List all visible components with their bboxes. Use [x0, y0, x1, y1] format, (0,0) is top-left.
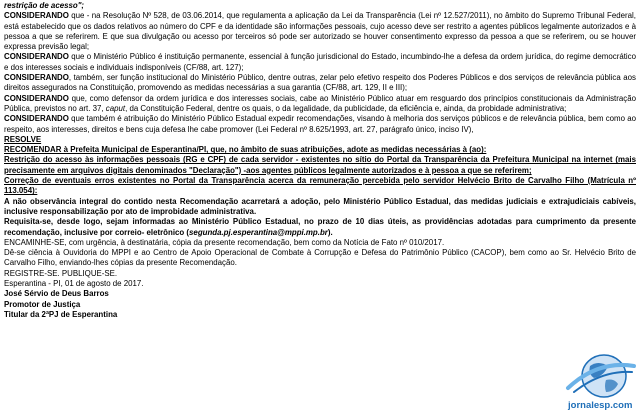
paragraph-considerando-5: CONSIDERANDO que também é atribuição do Ministério Público Estadual expedir recomendações, visando à melhoria dos serviços públicos e de relevância pública, bem como ao respeito, aos interesses, direitos e bens cuja defesa lhe cabe promover (Lei Federal nº 8.625/1993, art. 27, parágrafo único, inciso IV),	[4, 114, 636, 134]
place-date: Esperantina - PI, 01 de agosto de 2017.	[4, 279, 144, 289]
signature-block	[4, 269, 636, 320]
watermark-text: jornalesp.com	[568, 400, 633, 411]
paragraph-considerando-2: CONSIDERANDO que o Ministério Público é instituição permanente, essencial à função jurisdicional do Estado, incumbindo-lhe a defesa da ordem jurídica, do regime democrático e dos interesses sociais e individuais indisponíveis (CF/88, art. 127);	[4, 52, 636, 72]
recomendar-heading: RECOMENDAR à Prefeita Municipal de Esperantina/PI, que, no âmbito de suas atribuições, adote as medidas necessárias à (ao):	[4, 145, 487, 155]
signer-office: Titular da 2ªPJ de Esperantina	[4, 309, 118, 319]
observance-warning: A não observância integral do contido nesta Recomendação acarretará a adoção, pelo Ministério Público Estadual, das medidas judiciais e extrajudiciais cabíveis, inclusive responsabilização por ato de improbidade administrativa.	[4, 196, 636, 216]
resolve-heading: RESOLVE	[4, 134, 42, 144]
paragraph-considerando-3: CONSIDERANDO, também, ser função institucional do Ministério Público, dentre outras, zelar pelo efetivo respeito dos Poderes Públicos e dos serviços de relevância pública aos direitos assegurados na Constituição, promovendo as medidas necessárias a sua garantia (CF/88, art. 129, II e III);	[4, 73, 636, 93]
paragraph-considerando-1: CONSIDERANDO que - na Resolução Nº 528, de 03.06.2014, que regulamenta a aplicação da Lei da Transparência (Lei nº 12.527/2011), no âmbito do Supremo Tribunal Federal, está estabelecido que os dados relativos ao número do CPF e da identidade são informações pessoais, cujo acesso deve ser restrito a agentes públicos legalmente autorizados e à pessoa a que se referirem. E que sua divulgação ou acesso por terceiros só pode ser autorizado se houver consentimento expresso da pessoa a que se referirem, ou se houver expressa previsão legal;	[4, 11, 636, 52]
registre-line: REGISTRE-SE. PUBLIQUE-SE.	[4, 268, 118, 278]
paragraph-considerando-4: CONSIDERANDO que, como defensor da ordem jurídica e dos interesses sociais, cabe ao Ministério Público atuar em resguardo dos princípios constitucionais da Administração Pública, previstos no art. 37, caput, da Constituição Federal, dentre os quais, o da legalidade, da publicidade, da eficiência e, ainda, da probidade administrativa;	[4, 93, 636, 113]
recommendation-item-2: Correção de eventuais erros existentes no Portal da Transparência acerca da remuneração percebida pelo servidor Helvécio Brito de Carvalho Filho (Matrícula nº 113.054):	[4, 176, 636, 196]
signer-role: Promotor de Justiça	[4, 299, 81, 309]
encaminhe-paragraph: ENCAMINHE-SE, com urgência, à destinatária, cópia da presente recomendação, bem como da Notícia de Fato nº 010/2017.	[4, 237, 445, 247]
recommendation-item-1: Restrição do acesso às informações pessoais (RG e CPF) de cada servidor - existentes no sítio do Portal da Transparência da Prefeitura Municipal na internet (mais precisamente em arquivos digitais denominados "Declaração") -aos agentes públicos legalmente autorizados e à pessoa a que se referirem;	[4, 155, 636, 175]
paragraph-restricao: restrição de acesso";	[4, 1, 85, 10]
ciencia-paragraph: Dê-se ciência à Ouvidoria do MPPI e ao Centro de Apoio Operacional de Combate à Corrupção e Defesa do Patrimônio Público (CACOP), bem como ao Sr. Helvécio Brito de Carvalho Filho, enviando-lhes cópias da presente Recomendação.	[4, 248, 636, 268]
document-body	[4, 1, 636, 320]
requisition-paragraph: Requisita-se, desde logo, sejam informadas ao Ministério Público Estadual, no prazo de 10 dias úteis, as providências adotadas para cumprimento da presente recomendação, inclusive por correio- eletrônico (segunda.pj.esperantina@mppi.mp.br).	[4, 217, 636, 237]
signer-name: José Sérvio de Deus Barros	[4, 289, 109, 299]
